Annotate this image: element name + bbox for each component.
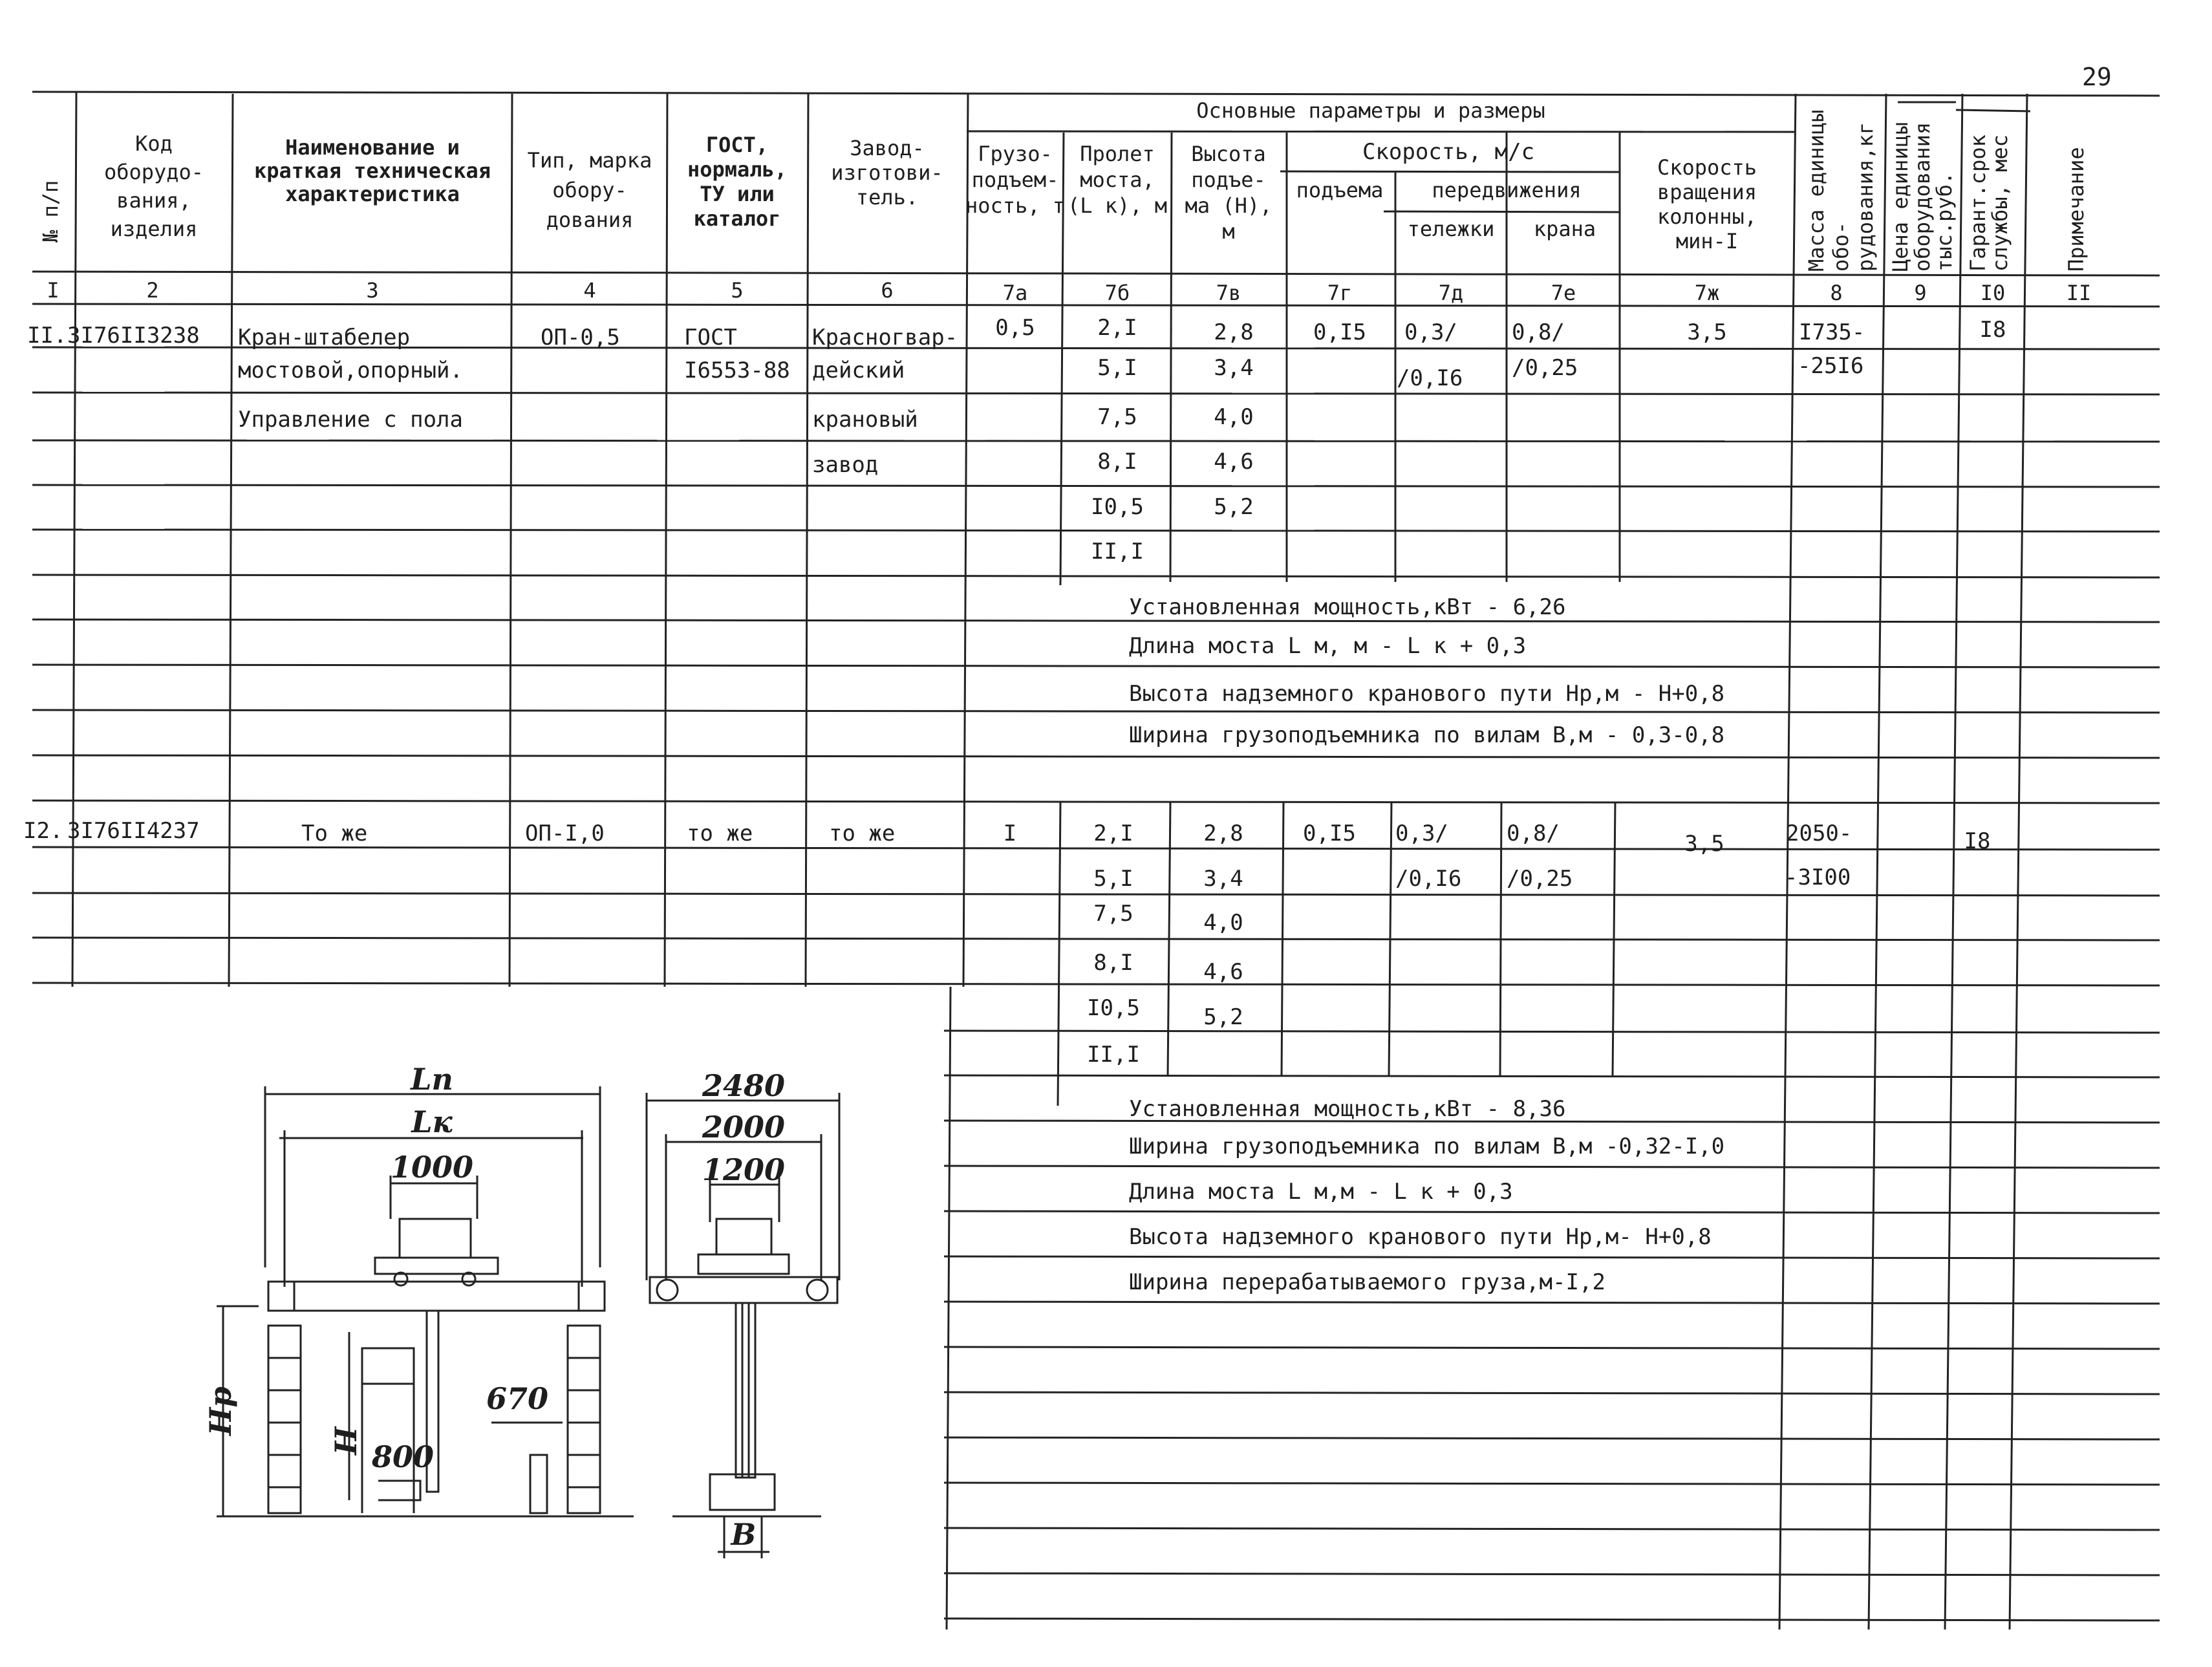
item1-mass-2: -25I6 — [1798, 353, 1864, 379]
dim-ln-label: Lп — [411, 1062, 453, 1097]
item1-name-line2: мостовой,опорный. — [238, 358, 463, 383]
item2-note: Ширина перерабатываемого груза,м-I,2 — [1129, 1269, 1605, 1295]
item2-mass-1: 2050- — [1786, 821, 1852, 846]
col-number-4: 4 — [583, 278, 596, 303]
header-col-mass: Масса единицы обо- рудования,кг — [1804, 109, 1878, 272]
col-number-6: 6 — [881, 278, 894, 303]
item1-span: 2,I — [1097, 315, 1137, 341]
item2-note: Установленная мощность,кВт - 8,36 — [1129, 1096, 1566, 1122]
header-col-number: № п/п — [38, 180, 63, 242]
header-col-7a: Грузо- подъем- ность, т — [965, 142, 1066, 218]
dim-670-label: 670 — [486, 1381, 549, 1416]
item1-height: 4,0 — [1214, 404, 1254, 430]
col-number-7zh: 7ж — [1694, 281, 1720, 305]
header-speed-crane: крана — [1533, 217, 1596, 241]
item1-height: 2,8 — [1214, 319, 1254, 345]
item1-span: 7,5 — [1097, 404, 1137, 430]
item2-name: То же — [301, 821, 368, 846]
col-number-3: 3 — [366, 278, 379, 303]
dim-h-label: H — [328, 1426, 363, 1455]
item1-number: II. — [27, 323, 67, 349]
dim-2000-label: 2000 — [702, 1110, 786, 1145]
header-speed-trolley: тележки — [1407, 217, 1495, 241]
col-number-7v: 7в — [1216, 281, 1241, 305]
item1-maker-line4: завод — [812, 452, 879, 478]
item2-span: II,I — [1087, 1042, 1140, 1068]
dim-hp-label: Hp — [203, 1386, 238, 1436]
item2-type: ОП-I,0 — [525, 821, 605, 846]
col-number-1: I — [47, 278, 59, 303]
header-col-notes: Примечание — [2064, 147, 2089, 272]
dim-1200-label: 1200 — [702, 1152, 786, 1187]
item2-crane-speed-2: /0,25 — [1507, 866, 1573, 892]
header-col-warranty: Гарант.срок службы, мес — [1966, 134, 2012, 272]
item2-lift-speed: 0,I5 — [1303, 821, 1356, 846]
item2-crane-speed-1: 0,8/ — [1507, 821, 1560, 846]
item1-warranty: I8 — [1979, 317, 2006, 343]
item1-maker-line2: дейский — [812, 358, 905, 383]
col-number-7a: 7а — [1002, 281, 1028, 305]
item1-trolley-speed-1: 0,3/ — [1404, 319, 1457, 345]
item2-warranty: I8 — [1964, 828, 1991, 854]
item1-note: Установленная мощность,кВт - 6,26 — [1129, 594, 1566, 620]
header-col-gost: ГОСТ, нормаль, ТУ или каталог — [687, 133, 788, 231]
col-number-2: 2 — [146, 278, 159, 303]
item1-gost-line2: I6553-88 — [684, 358, 790, 383]
dim-b-label: B — [731, 1517, 757, 1552]
col-number-10: I0 — [1980, 281, 2006, 305]
dim-1000-label: 1000 — [390, 1150, 474, 1185]
header-col-7b: Пролет моста, (L к), м — [1067, 142, 1168, 218]
col-number-7d: 7д — [1438, 281, 1464, 305]
col-number-5: 5 — [731, 278, 744, 303]
item1-height: 4,6 — [1214, 449, 1254, 475]
item1-crane-speed-2: /0,25 — [1512, 355, 1578, 381]
item2-number: I2. — [23, 818, 63, 844]
item2-note: Ширина грузоподъемника по вилам В,м -0,32-I,0 — [1129, 1134, 1725, 1159]
item1-maker-line1: Красногвар- — [812, 325, 958, 350]
item1-span: 8,I — [1097, 449, 1137, 475]
item1-height: 3,4 — [1214, 355, 1254, 381]
item1-note: Ширина грузоподъемника по вилам В,м - 0,3-0,8 — [1129, 722, 1725, 748]
item1-capacity: 0,5 — [995, 315, 1035, 341]
header-col-maker: Завод- изготови- тель. — [831, 136, 943, 210]
item1-note: Длина моста L м, м - L к + 0,3 — [1129, 633, 1527, 659]
item1-type: ОП-0,5 — [541, 325, 620, 350]
item1-span: 5,I — [1097, 355, 1137, 381]
item2-capacity: I — [1003, 821, 1017, 846]
item2-height: 3,4 — [1203, 866, 1243, 892]
item2-gost: то же — [687, 821, 753, 846]
header-speed-move: передвижения — [1432, 178, 1582, 202]
item1-note: Высота надземного кранового пути Нр,м - Н+0,8 — [1129, 681, 1725, 707]
header-col-7zh: Скорость вращения колонны, мин-I — [1657, 155, 1757, 253]
item1-lift-speed: 0,I5 — [1313, 319, 1366, 345]
item2-mass-2: -3I00 — [1785, 865, 1851, 890]
item1-span: II,I — [1091, 539, 1144, 565]
header-speed: Скорость, м/с — [1362, 139, 1535, 165]
dim-2480-label: 2480 — [702, 1068, 786, 1103]
header-speed-lift: подъема — [1296, 178, 1384, 202]
dim-lk-label: Lк — [411, 1104, 453, 1139]
item2-maker: то же — [829, 821, 896, 846]
item2-span: 2,I — [1093, 821, 1133, 846]
item2-span: I0,5 — [1087, 995, 1140, 1021]
col-number-8: 8 — [1830, 281, 1843, 305]
col-number-7e: 7е — [1551, 281, 1576, 305]
item2-span: 5,I — [1093, 866, 1133, 892]
item2-code: 3I76II4237 — [67, 818, 200, 844]
item2-span: 8,I — [1093, 950, 1133, 976]
item2-rotation: 3,5 — [1684, 831, 1724, 857]
item2-height: 2,8 — [1203, 821, 1243, 846]
header-col-7v: Высота подъе- ма (Н), м — [1185, 142, 1272, 244]
dim-800-label: 800 — [372, 1439, 435, 1474]
item2-span: 7,5 — [1093, 901, 1133, 927]
item1-code: 3I76II3238 — [67, 323, 200, 349]
header-col-price: Цена единицы оборудования тыс.руб. — [1888, 122, 1957, 272]
header-col-name: Наименование и краткая техническая характеристика — [253, 135, 491, 206]
item2-trolley-speed-2: /0,I6 — [1395, 866, 1462, 892]
col-number-7b: 7б — [1104, 281, 1130, 305]
item1-crane-speed-1: 0,8/ — [1512, 319, 1565, 345]
item1-rotation: 3,5 — [1687, 319, 1727, 345]
item1-gost-line1: ГОСТ — [684, 325, 737, 350]
item1-maker-line3: крановый — [812, 407, 918, 433]
item1-trolley-speed-2: /0,I6 — [1397, 365, 1463, 391]
col-number-9: 9 — [1914, 281, 1927, 305]
item2-note: Длина моста L м,м - L к + 0,3 — [1129, 1179, 1513, 1205]
page-number: 29 — [2082, 63, 2112, 91]
item1-name-line3: Управление с пола — [238, 407, 463, 433]
item2-note: Высота надземного кранового пути Нр,м- Н+0,8 — [1129, 1224, 1712, 1250]
item1-mass-1: I735- — [1799, 319, 1865, 345]
col-number-11: II — [2066, 281, 2092, 305]
item1-span: I0,5 — [1091, 494, 1144, 520]
header-col-code: Код оборудо- вания, изделия — [103, 131, 204, 241]
item1-height: 5,2 — [1214, 494, 1254, 520]
item2-height: 4,6 — [1203, 959, 1243, 985]
item2-trolley-speed-1: 0,3/ — [1395, 821, 1448, 846]
item2-height: 4,0 — [1203, 910, 1243, 936]
item2-height: 5,2 — [1203, 1004, 1243, 1030]
item1-name-line1: Кран-штабелер — [238, 325, 411, 350]
header-col-type: Тип, марка обору- дования — [527, 148, 652, 232]
header-group-params: Основные параметры и размеры — [1196, 98, 1545, 123]
col-number-7g: 7г — [1327, 281, 1353, 305]
